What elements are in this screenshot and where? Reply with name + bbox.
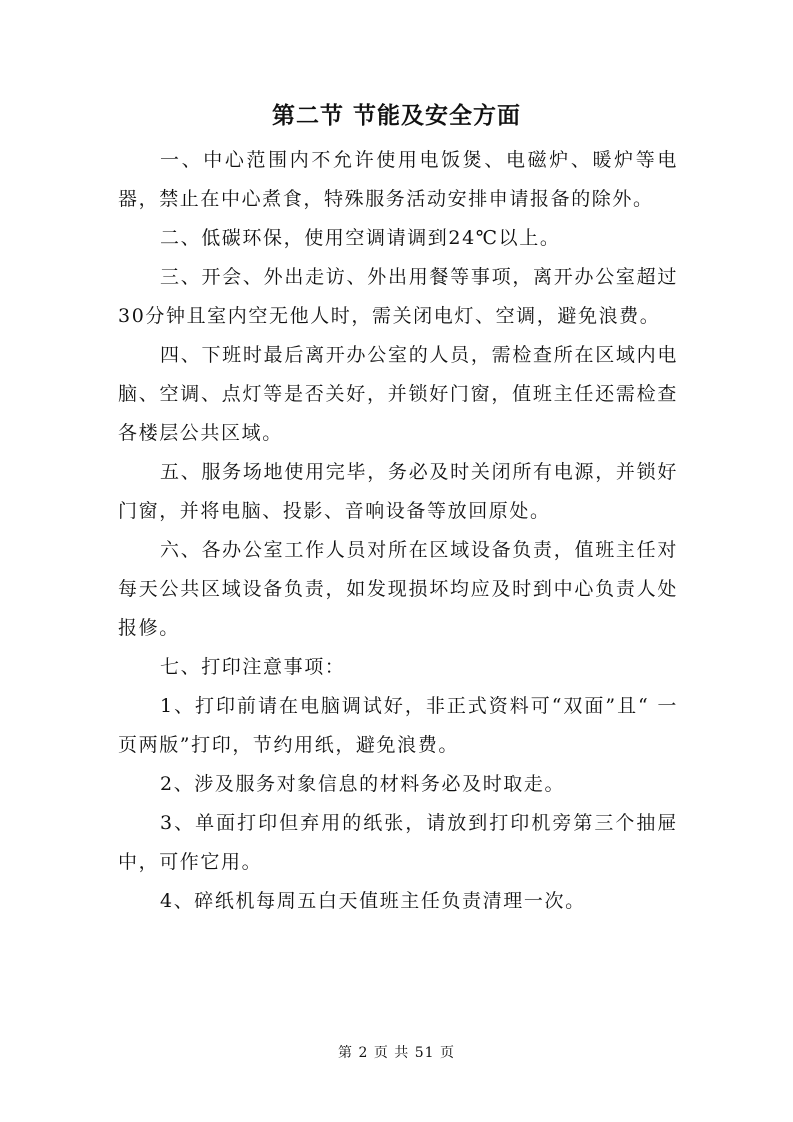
- body-text: [118, 141, 678, 921]
- paragraph-9: 2、涉及服务对象信息的材料务必及时取走。: [160, 773, 566, 795]
- paragraph-7: 七、打印注意事项：: [160, 656, 346, 678]
- footer-suffix: 页: [440, 1045, 455, 1061]
- footer-page-number: 2: [358, 1045, 369, 1061]
- paragraph-4: 四、下班时最后离开办公室的人员，需检查所在区域内电脑、空调、点灯等是否关好，并锁好门窗，值班主任还需检查各楼层公共区域。: [118, 344, 678, 444]
- footer-total-pages: 51: [414, 1045, 435, 1061]
- section-title: 第二节 节能及安全方面: [271, 102, 521, 129]
- page-footer: [0, 1043, 793, 1063]
- paragraph-6: 六、各办公室工作人员对所在区域设备负责，值班主任对每天公共区域设备负责，如发现损坏均应及时到中心负责人处报修。: [118, 539, 678, 639]
- footer-middle: 页 共: [373, 1045, 410, 1061]
- paragraph-2: 二、低碳环保，使用空调请调到24℃以上。: [160, 227, 561, 249]
- paragraph-11: 4、碎纸机每周五白天值班主任负责清理一次。: [160, 890, 586, 912]
- paragraph-8: 1、打印前请在电脑调试好，非正式资料可“双面”且“ 一页两版”打印，节约用纸，避免浪费。: [118, 695, 678, 756]
- footer-prefix: 第: [337, 1045, 353, 1061]
- paragraph-1: 一、中心范围内不允许使用电饭煲、电磁炉、暖炉等电器，禁止在中心煮食，特殊服务活动安排申请报备的除外。: [118, 149, 678, 210]
- paragraph-5: 五、服务场地使用完毕，务必及时关闭所有电源，并锁好门窗，并将电脑、投影、音响设备等放回原处。: [118, 461, 678, 522]
- paragraph-10: 3、单面打印但弃用的纸张，请放到打印机旁第三个抽屉中，可作它用。: [118, 812, 678, 873]
- paragraph-3: 三、开会、外出走访、外出用餐等事项，离开办公室超过30分钟且室内空无他人时，需关闭电灯、空调，避免浪费。: [118, 266, 678, 327]
